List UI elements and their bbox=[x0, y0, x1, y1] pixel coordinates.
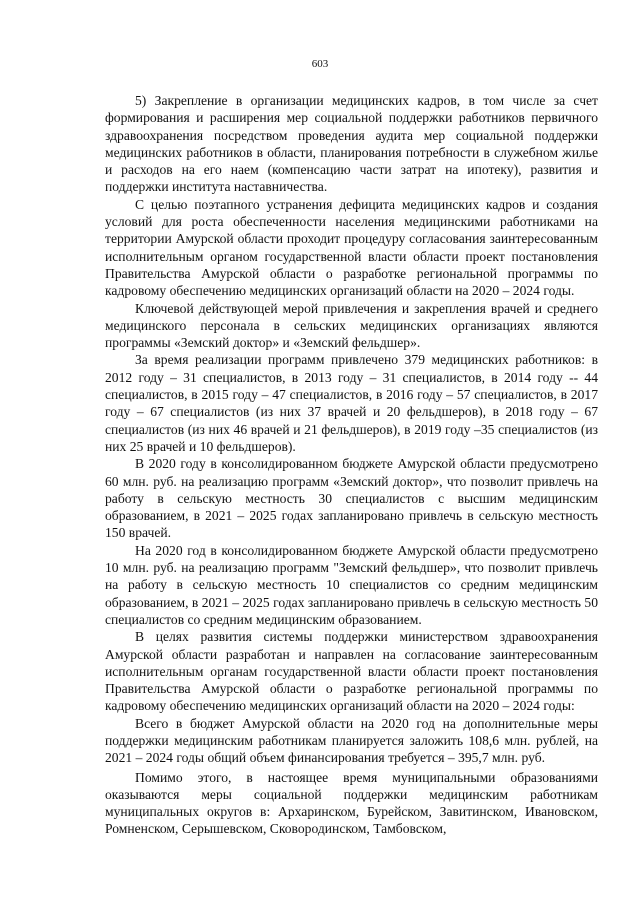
paragraph-municipal-support: Помимо этого, в настоящее время муниципальными образованиями оказываются меры социальной поддержки медицинским работникам муниципальных округов в: Архаринском, Бурейском, Завитинском, Ивановском, Ромненском, Серышевском, Сковородинском, Тамбовском, bbox=[105, 769, 598, 837]
paragraph-zemsky-feldsher: На 2020 год в консолидированном бюджете Амурской области предусмотрено 10 млн. руб. на реализацию программ "Земский фельдшер», что позволит привлечь на работу в сельскую местность 10 специалистов со средним медицинским образованием, в 2021 – 2025 годах запланировано привлечь в сельскую местность 50 специалистов со средним медицинским образованием. bbox=[105, 542, 598, 627]
paragraph-staff-retention: 5) Закрепление в организации медицинских кадров, в том числе за счет формирования и расширения мер социальной поддержки работников первичного здравоохранения посредством проведения аудита мер социальной поддержки медицинских работников в области, планирования потребности в служебном жилье и расходов на его наем (компенсацию части затрат на ипотеку), развития и поддержки института наставничества. bbox=[105, 93, 598, 195]
paragraph-zemsky-doctor: В 2020 году в консолидированном бюджете Амурской области предусмотрено 60 млн. руб. на реализацию программ «Земский доктор», что позволит привлечь на работу в сельскую местность 30 специалистов с высшим медицинским образованием, в 2021 – 2025 годах запланировано привлечь в сельскую местность 150 врачей. bbox=[105, 456, 598, 541]
paragraph-deficit-program: С целью поэтапного устранения дефицита медицинских кадров и создания условий для роста обеспеченности населения медицинскими работниками на территории Амурской области проходит процедуру согласования заинтересованным исполнительным органом государственной власти области проект постановления Правительства Амурской области о разработке региональной программы по кадровому обеспечению медицинских организаций области на 2020 – 2024 годы. bbox=[105, 196, 598, 299]
paragraph-recruited-stats: За время реализации программ привлечено 379 медицинских работников: в 2012 году – 31 специалистов, в 2013 году – 31 специалистов, в 2014 году -- 44 специалистов, в 2015 году – 47 специалистов, в 2016 году – 57 специалистов, в 2017 году – 67 специалистов (из них 37 врачей и 20 фельдшеров), в 2018 году – 67 специалистов (из них 46 врачей и 21 фельдшеров), в 2019 году –35 специалистов (из них 25 врачей и 10 фельдшеров). bbox=[105, 352, 598, 454]
document-body bbox=[105, 92, 598, 838]
page-number: 603 bbox=[311, 58, 329, 70]
paragraph-key-measure: Ключевой действующей мерой привлечения и закрепления врачей и среднего медицинского персонала в сельских медицинских организациях являются программы «Земский доктор» и «Земский фельдшер». bbox=[105, 300, 598, 351]
paragraph-support-system: В целях развития системы поддержки министерством здравоохранения Амурской области разработан и направлен на согласование заинтересованным исполнительным органам государственной власти области проект постановления Правительства Амурской области о разработке региональной программы по кадровому обеспечению медицинских организаций области на 2020 – 2024 годы: bbox=[105, 629, 598, 714]
paragraph-budget-total: Всего в бюджет Амурской области на 2020 год на дополнительные меры поддержки медицинским работникам планируется заложить 108,6 млн. рублей, на 2021 – 2024 годы общий объем финансирования требуется – 395,7 млн. руб. bbox=[105, 715, 598, 766]
